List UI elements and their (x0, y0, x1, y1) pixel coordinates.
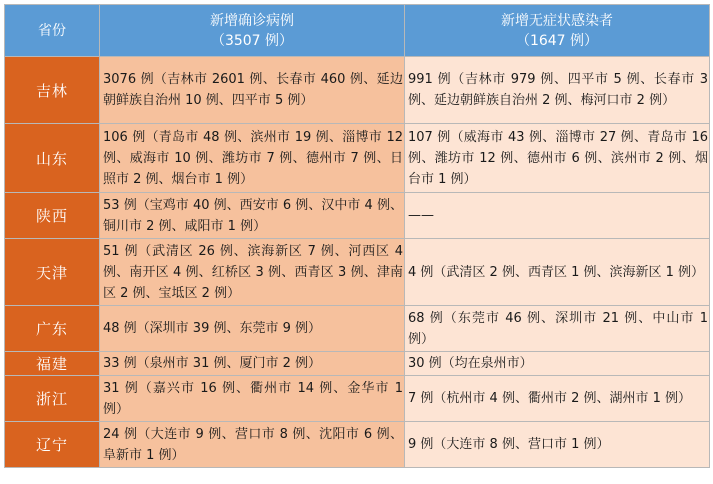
province-cell: 吉林 (5, 57, 100, 124)
asymptomatic-cell: 107 例（威海市 43 例、淄博市 27 例、青岛市 16 例、潍坊市 12 例、德州市 6 例、滨州市 2 例、烟台市 1 例） (408, 129, 708, 187)
confirmed-cell: 106 例（青岛市 48 例、滨州市 19 例、淄博市 12 例、威海市 10 例、潍坊市 7 例、德州市 7 例、日照市 2 例、烟台市 1 例） (103, 129, 403, 187)
asymptomatic-cell: —— (408, 208, 434, 223)
confirmed-cell: 24 例（大连市 9 例、营口市 8 例、沈阳市 6 例、阜新市 1 例） (103, 426, 403, 463)
confirmed-cell: 33 例（泉州市 31 例、厦门市 2 例） (103, 356, 322, 371)
confirmed-cell: 31 例（嘉兴市 16 例、衢州市 14 例、金华市 1 例） (103, 380, 403, 417)
header-row (5, 5, 710, 57)
table-row (5, 124, 710, 193)
table-row (5, 57, 710, 124)
confirmed-total: （3507 例） (210, 32, 294, 49)
header-province: 省份 (5, 5, 100, 57)
confirmed-cell: 48 例（深圳市 39 例、东莞市 9 例） (103, 321, 322, 336)
table-row (5, 376, 710, 422)
asymptomatic-cell: 9 例（大连市 8 例、营口市 1 例） (408, 437, 610, 452)
confirmed-cell: 53 例（宝鸡市 40 例、西安市 6 例、汉中市 4 例、铜川市 2 例、咸阳市 1 例） (103, 197, 403, 234)
asymptomatic-cell: 7 例（杭州市 4 例、衢州市 2 例、湖州市 1 例） (408, 391, 692, 406)
header-confirmed (100, 5, 405, 57)
table-row (5, 422, 710, 468)
asymptomatic-cell: 30 例（均在泉州市） (408, 356, 533, 371)
table-row (5, 306, 710, 352)
asymptomatic-total: （1647 例） (515, 32, 599, 49)
asymptomatic-cell: 68 例（东莞市 46 例、深圳市 21 例、中山市 1 例） (408, 310, 708, 347)
table-row (5, 239, 710, 306)
table-row (5, 193, 710, 239)
province-cell: 陕西 (5, 193, 100, 239)
confirmed-cell: 51 例（武清区 26 例、滨海新区 7 例、河西区 4 例、南开区 4 例、红桥区 3 例、西青区 3 例、津南区 2 例、宝坻区 2 例） (103, 243, 403, 301)
province-cell: 辽宁 (5, 422, 100, 468)
table-row (5, 352, 710, 376)
asymptomatic-cell: 4 例（武清区 2 例、西青区 1 例、滨海新区 1 例） (408, 264, 705, 280)
confirmed-cell: 3076 例（吉林市 2601 例、长春市 460 例、延边朝鲜族自治州 10 例、四平市 5 例） (103, 72, 403, 108)
header-asymptomatic (405, 5, 710, 57)
covid-cases-table (4, 4, 710, 468)
asymptomatic-title: 新增无症状感染者 (501, 12, 613, 29)
asymptomatic-cell: 991 例（吉林市 979 例、四平市 5 例、长春市 3 例、延边朝鲜族自治州 2 例、梅河口市 2 例） (408, 72, 708, 108)
province-cell: 天津 (5, 239, 100, 306)
province-cell: 浙江 (5, 376, 100, 422)
province-cell: 广东 (5, 306, 100, 352)
province-cell: 山东 (5, 124, 100, 193)
confirmed-title: 新增确诊病例 (210, 12, 294, 29)
province-cell: 福建 (5, 352, 100, 376)
